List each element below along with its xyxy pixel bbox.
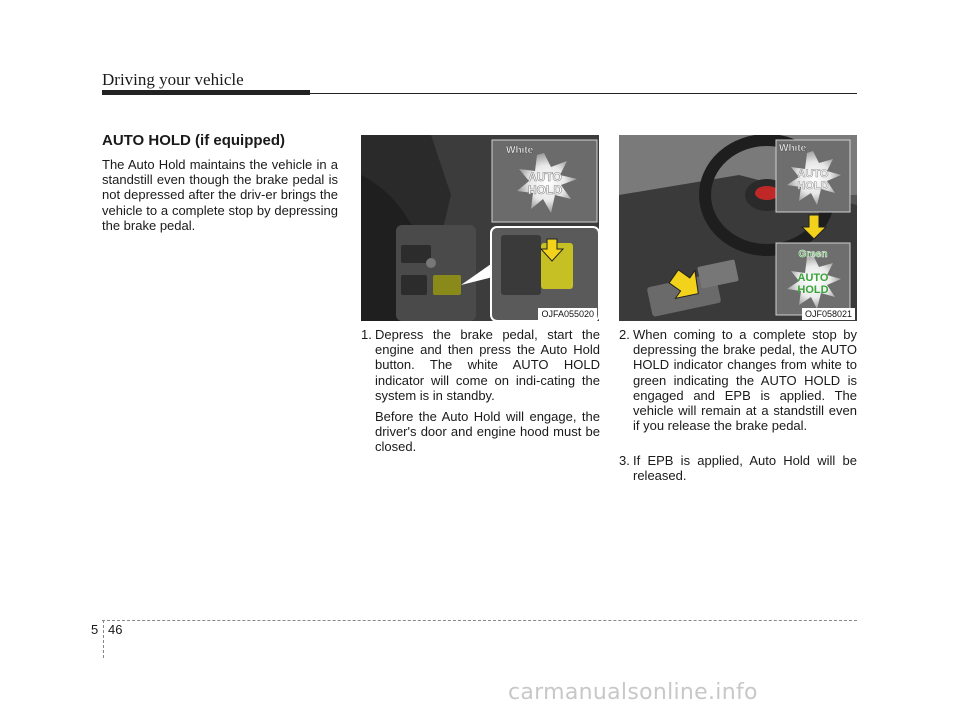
page-header-title: Driving your vehicle [102, 70, 244, 89]
figure-code: OJF058021 [802, 308, 855, 320]
watermark: carmanualsonline.info [508, 680, 758, 705]
step-number: 1. [361, 327, 372, 342]
header-rule-thin [310, 93, 857, 94]
footer-divider [103, 620, 104, 658]
list-item-step-3 [619, 453, 857, 483]
badge-text-auto-white: AUTO [797, 168, 829, 180]
header-rule-thick [102, 90, 310, 95]
step-text: If EPB is applied, Auto Hold will be released. [633, 453, 857, 484]
badge-text-auto: AUTO [528, 170, 562, 184]
badge-label-white: White [779, 143, 807, 154]
list-item-step-1 [361, 327, 600, 455]
footer-rule [102, 620, 857, 621]
step-number: 2. [619, 327, 630, 342]
console-illustration [361, 135, 599, 321]
auto-hold-button [433, 275, 461, 295]
badge-label-white: White [506, 145, 534, 156]
cockpit-illustration [619, 135, 857, 321]
badge-text-hold-green: HOLD [797, 284, 829, 296]
badge-text-hold: HOLD [528, 183, 562, 197]
step-text: When coming to a complete stop by depressing the brake pedal, the AUTO HOLD indicator changes from white to green indicating the AUTO HOLD is engaged and EPB is applied. The vehicle will remain at a standstill even if you release the brake pedal. [633, 327, 857, 434]
badge-text-auto-green: AUTO [797, 272, 829, 284]
list-item-step-2 [619, 327, 857, 433]
badge-label-green: Green [798, 249, 828, 260]
chapter-number: 5 [91, 622, 99, 637]
intro-paragraph: The Auto Hold maintains the vehicle in a standstill even though the brake pedal is not depressed after the driv-er brings the vehicle to a complete stop by depressing the brake pedal. [102, 157, 338, 233]
step-text: Depress the brake pedal, start the engine and then press the Auto Hold button. The white AUTO HOLD indicator will come on indi-cating the system is in standby. [375, 327, 600, 403]
badge-text-hold-white: HOLD [797, 180, 829, 192]
figure-code: OJFA055020 [538, 308, 597, 320]
step-number: 3. [619, 453, 630, 468]
section-title: AUTO HOLD (if equipped) [102, 132, 286, 149]
figure-auto-hold-button [361, 135, 599, 321]
step-note: Before the Auto Hold will engage, the driver's door and engine hood must be closed. [375, 409, 600, 455]
figure-auto-hold-indicator [619, 135, 857, 321]
page-number: 46 [108, 622, 123, 637]
